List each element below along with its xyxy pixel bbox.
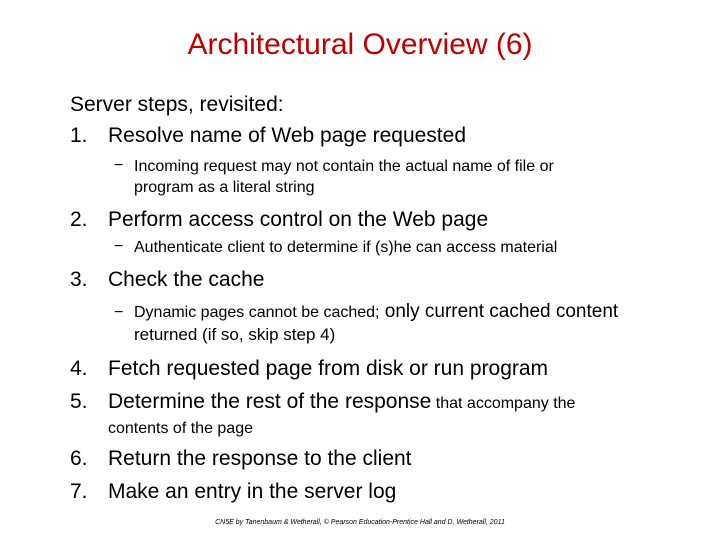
item-5-text-main: Determine the rest of the response: [108, 390, 432, 413]
item-2-sub-line-1: Authenticate client to determine if (s)he can access material: [134, 239, 558, 256]
item-5-continuation: contents of the page: [108, 420, 253, 437]
item-2-number: 2.: [70, 208, 88, 231]
item-1-sub-line-2: program as a literal string: [134, 179, 315, 196]
item-1-number: 1.: [70, 124, 88, 147]
item-5-number: 5.: [70, 390, 88, 413]
item-5-text: [108, 390, 575, 414]
item-4-number: 4.: [70, 357, 88, 380]
item-3-number: 3.: [70, 268, 88, 291]
item-3-sub-part-a: Dynamic pages cannot be cached;: [134, 304, 380, 321]
dash-bullet: −: [114, 304, 124, 321]
item-3-sub-line-1: [134, 301, 618, 323]
item-6-text: Return the response to the client: [108, 447, 412, 470]
intro-text: Server steps, revisited:: [70, 93, 284, 116]
item-1-sub-line-1: Incoming request may not contain the actual name of file or: [134, 158, 554, 175]
item-6-number: 6.: [70, 447, 88, 470]
item-1-text: Resolve name of Web page requested: [108, 124, 467, 147]
item-5-text-small: that accompany the: [431, 395, 576, 412]
item-4-text: Fetch requested page from disk or run program: [108, 357, 549, 380]
dash-bullet: −: [114, 157, 124, 174]
footer-credit: CN5E by Tanenbaum & Wetherall, © Pearson Education-Prentice Hall and D. Wetherall, 2011: [215, 519, 505, 526]
item-2-text: Perform access control on the Web page: [108, 208, 489, 231]
item-7-number: 7.: [70, 480, 88, 503]
item-3-sub-line-2: returned (if so, skip step 4): [134, 325, 336, 344]
item-3-text: Check the cache: [108, 268, 265, 291]
item-3-sub-part-b: only current cached content: [379, 301, 619, 322]
item-7-text: Make an entry in the server log: [108, 480, 397, 503]
dash-bullet: −: [114, 238, 124, 255]
slide-title: Architectural Overview (6): [187, 28, 533, 61]
